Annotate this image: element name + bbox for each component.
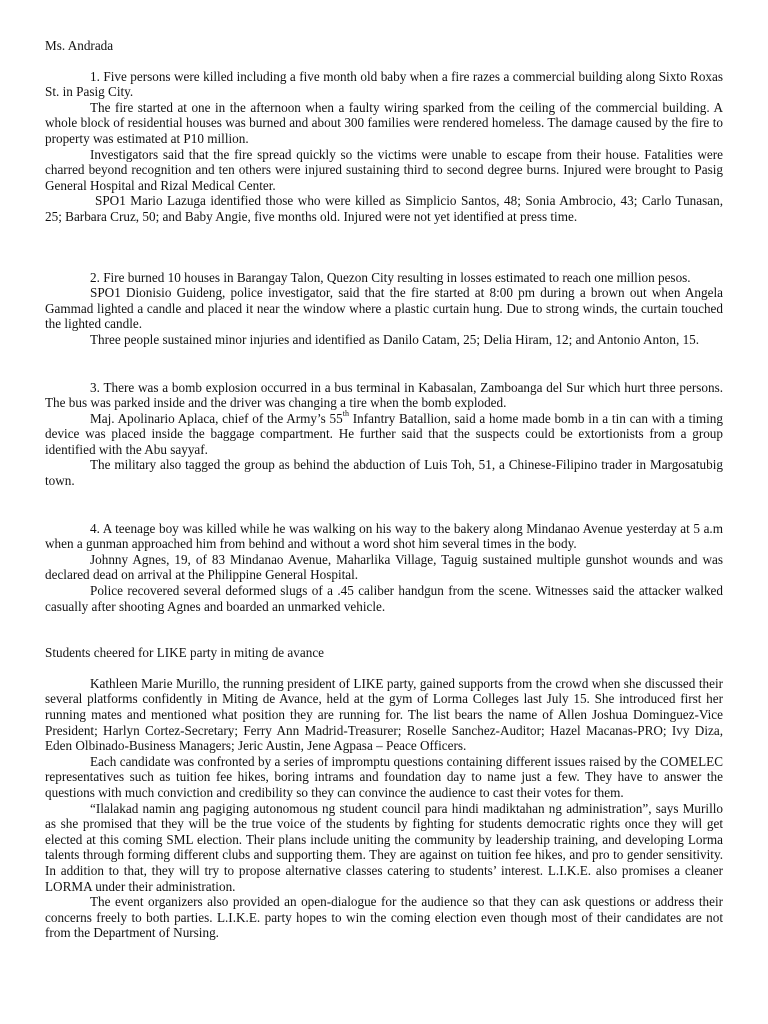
document-page [45,38,723,941]
item-number: 4. [90,520,100,536]
spacer [45,225,723,270]
item-lead-text: There was a bomb explosion occurred in a bus terminal in Kabasalan, Zamboanga del Sur which hurt three persons. The bus was parked inside and the driver was changing a tire when the bomb exploded. [45,379,723,411]
ordinal-suffix: th [342,409,349,419]
spacer [45,348,723,380]
spacer [45,54,723,69]
item-lead-text: A teenage boy was killed while he was walking on his way to the bakery along Mindanao Avenue yesterday at 5 a.m when a gunman approached him from behind and without a word shot him several times in the body. [45,520,723,552]
article-paragraph: Each candidate was confronted by a series of impromptu questions containing different issues raised by the COMELEC representatives such as tuition fee hikes, boring intrams and foundation day to name just a few. They have to answer the questions with much conviction and credibility so they can convince the audience to cast their votes for them. [45,753,723,800]
item-paragraph: The fire started at one in the afternoon when a faulty wiring sparked from the ceiling of the commercial building. A whole block of residential houses was burned and about 300 families were rendered homeless. The damage caused by the fire to property was estimated at P10 million. [45,99,723,146]
item-number: 2. [90,269,100,285]
item-paragraph: SPO1 Dionisio Guideng, police investigator, said that the fire started at 8:00 pm during a brown out when Angela Gammad lighted a candle and placed it near the window where a plastic curtain hung. Due to strong winds, the curtain touched the lighted candle. [45,285,723,332]
news-item-3 [45,380,723,489]
item-lead [45,380,723,411]
text-run: Maj. Apolinario Aplaca, chief of the Army’s 55 [90,410,343,426]
item-paragraph [45,411,723,458]
spacer [45,489,723,521]
item-paragraph: Investigators said that the fire spread quickly so the victims were unable to escape from their house. Fatalities were charred beyond recognition and ten others were injured sustaining third to second degree burns. Injured were brought to Pasig General Hospital and Rizal Medical Center. [45,146,723,193]
item-lead [45,69,723,100]
article-title: Students cheered for LIKE party in miting de avance [45,645,325,661]
article-paragraph: Kathleen Marie Murillo, the running president of LIKE party, gained supports from the crowd when she discussed their several platforms confidently in Miting de Avance, held at the gym of Lorma Colleges last July 15. She introduced first her running mates and mentioned what position they are running for. The list bears the name of Allen Joshua Dominguez-Vice President; Harlyn Cortez-Secretary; Ferry Ann Madrid-Treasurer; Roselle Sanchez-Auditor; Hazel Macanas-PRO; Ivy Diza, Eden Olbinado-Business Managers; Jeric Austin, Jene Agpasa – Peace Officers. [45,675,723,754]
article [45,645,723,941]
news-item-2 [45,270,723,348]
article-paragraph: “Ilalakad namin ang pagiging autonomous ng student council para hindi madiktahan ng administration”, says Murillo as she promised that they will be the true voice of the students by fighting for students democratic rights once they will get elected at this coming SML election. Their plans include uniting the community by leadership training, and developing Lorma talents through forming different clubs and supporting them. They are against on tuition fee hikes, and pro to gender sensitivity. In addition to that, they will try to propose alternative classes catering to students’ interest. L.I.K.E. also promises a cleaner LORMA under their administration. [45,800,723,894]
item-number: 3. [90,379,100,395]
text-run: Infantry Batallion, said a home made bomb in a tin can with a timing device was placed inside the baggage compartment. He further said that the suspects could be extortionists from a group identified with the Abu sayyaf. [45,410,723,457]
item-lead [45,521,723,552]
item-paragraph: Three people sustained minor injuries and identified as Danilo Catam, 25; Delia Hiram, 12; and Antonio Anton, 15. [90,331,700,347]
news-item-1 [45,69,723,225]
news-item-4 [45,521,723,615]
item-lead [45,270,723,286]
item-paragraph: SPO1 Mario Lazuga identified those who were killed as Simplicio Santos, 48; Sonia Ambrocio, 43; Carlo Tunasan, 25; Barbara Cruz, 50; and Baby Angie, five months old. Injured were not yet identified at press time. [45,193,723,224]
item-paragraph: The military also tagged the group as behind the abduction of Luis Toh, 51, a Chinese-Filipino trader in Margosatubig town. [45,457,723,489]
item-number: 1. [90,68,100,84]
spacer [45,614,723,645]
spacer [45,661,723,676]
item-paragraph: Johnny Agnes, 19, of 83 Mindanao Avenue, Maharlika Village, Taguig sustained multiple gunshot wounds and was declared dead on arrival at the Philippine General Hospital. [45,551,723,583]
article-paragraph: The event organizers also provided an open-dialogue for the audience so that they can ask questions or address their concerns freely to both parties. L.I.K.E. party hopes to win the coming election even though most of their candidates are not from the Department of Nursing. [45,894,723,941]
item-lead-text: Fire burned 10 houses in Barangay Talon, Quezon City resulting in losses estimated to reach one million pesos. [103,269,691,285]
item-paragraph: Police recovered several deformed slugs of a .45 caliber handgun from the scene. Witnesses said the attacker walked casually after shooting Agnes and boarded an unmarked vehicle. [45,583,723,614]
item-lead-text: Five persons were killed including a five month old baby when a fire razes a commercial building along Sixto Roxas St. in Pasig City. [45,68,723,100]
author-name: Ms. Andrada [45,38,114,53]
